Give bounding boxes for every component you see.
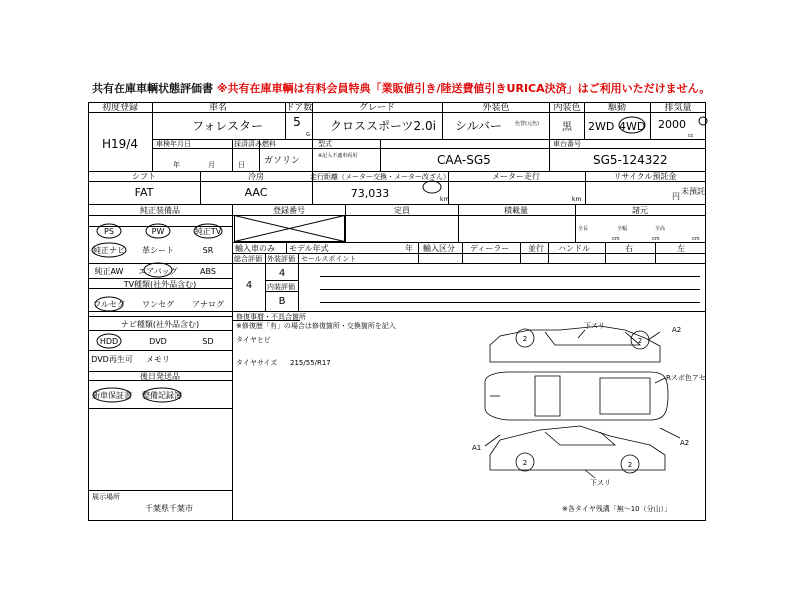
note-a2-top: A2 (672, 326, 682, 334)
displacement-value: 2000 (658, 118, 686, 131)
width-cm: cm (652, 236, 660, 242)
car-damage-diagram (485, 326, 680, 478)
note-scrape-top: 下スリ (584, 322, 605, 330)
svg-text:G: G (306, 132, 310, 138)
navi-dvd-player: DVD再生可 (91, 355, 133, 364)
navi-memory: メモリ (146, 355, 170, 364)
label-handle: ハンドル (558, 244, 590, 253)
equip-ps: PS (104, 227, 114, 236)
note-rear-spoiler: Rスポ色アセ (666, 374, 706, 382)
tv-oneseg: ワンセグ (142, 300, 174, 309)
aircon-value: AAC (244, 186, 268, 199)
label-interior-color: 内装色 (553, 103, 581, 113)
interior-score-value: B (278, 296, 286, 307)
equip-abs: ABS (200, 267, 216, 276)
recycle-deposit-value: 未預託 (681, 187, 705, 196)
label-mileage: 走行距離（メーター交換・メーター改ざん） (310, 173, 450, 181)
first-registration-value: H19/4 (102, 137, 138, 151)
label-inspection-date: 車検年月日 (156, 140, 191, 148)
title-notice: ※共有在庫車輌は有料会員特典「業販値引き/陸送費値引きURICA決済」はご利用いただけません。 (216, 82, 711, 95)
tread-note: ※各タイヤ残溝「無〜10（分山）」 (562, 505, 672, 513)
label-import-only: 輸入車のみ (235, 244, 275, 253)
equip-sunroof: SR (202, 246, 214, 255)
label-meter: メーター走行 (492, 172, 540, 181)
drive-4wd: 4WD (619, 120, 646, 133)
label-drive: 駆動 (607, 103, 627, 113)
mileage-mark-circle (423, 181, 441, 193)
label-exterior-score: 外装評価 (267, 255, 295, 263)
exterior-color-value: シルバー (455, 119, 502, 133)
label-repair-history: 修復事暦・不具合箇所 (236, 313, 306, 321)
drive-2wd: 2WD (588, 120, 615, 133)
label-capacity: 定員 (394, 206, 410, 215)
exterior-score-value: 4 (278, 268, 286, 279)
label-chassis: 車台番号 (553, 140, 581, 148)
tire-grade-fr: 2 (522, 459, 528, 467)
tire-grade-rr: 2 (627, 461, 633, 469)
label-import-type: 輸入区分 (423, 244, 455, 253)
note-scrape-bottom: 下スリ (590, 479, 611, 487)
label-location: 展示場所 (92, 493, 120, 501)
title-main: 共有在庫車輌状態評価書 (92, 82, 213, 95)
mileage-value: 73,033 (350, 187, 390, 200)
equip-pw: PW (151, 227, 165, 236)
label-exterior-color: 外装色 (482, 103, 510, 113)
label-sales-point: セールスポイント (301, 255, 357, 263)
length-cm: cm (612, 236, 620, 242)
equip-navi: 純正ナビ (93, 246, 125, 255)
meter-km-mark: km (572, 196, 582, 203)
label-model-year: モデル年式 (289, 244, 329, 253)
import-parallel: 並行 (528, 244, 544, 253)
location-value: 千葉県千葉市 (145, 504, 193, 513)
doors-value: 5 (293, 115, 301, 129)
height-cm: cm (692, 236, 700, 242)
equip-leather-seat: 革シート (142, 246, 174, 255)
fuel-value: ガソリン (264, 156, 301, 166)
navi-hdd: HDD (99, 337, 119, 346)
model-value: CAA-SG5 (437, 153, 491, 167)
label-width: 全幅 (617, 226, 628, 232)
label-equipment: 純正装備品 (140, 206, 180, 215)
year-mark: 年 (173, 161, 180, 169)
label-overall-score: 総合評価 (234, 255, 262, 263)
label-recycle-deposit: リサイクル預託金 (613, 172, 677, 181)
grade-value: クロススポーツ2.0i (330, 119, 436, 133)
tire-grade-fl: 2 (522, 335, 528, 343)
label-doors: ドア数 (285, 103, 313, 113)
month-mark: 月 (208, 161, 215, 169)
handle-right: 右 (625, 244, 633, 253)
label-tire-size: タイヤサイズ (236, 359, 278, 367)
label-navi-type: ナビ種類(社外品含む) (120, 320, 200, 329)
label-dimensions: 諸元 (632, 206, 648, 215)
label-grade: グレード (358, 103, 396, 113)
handle-left: 左 (677, 244, 685, 253)
import-dealer: ディーラー (470, 244, 510, 253)
km-mark: km (440, 196, 450, 203)
later-maintenance-record: 整備記録簿 (142, 391, 182, 400)
label-aircon: 冷房 (248, 172, 264, 181)
equip-airbag: エアバッグ (138, 267, 178, 276)
label-tv-type: TV種類(社外品含む) (123, 280, 197, 289)
note-a2-bottom: A2 (680, 439, 690, 447)
color-change-note: 色替(元色) (515, 121, 539, 127)
label-model: 型式 (318, 140, 332, 148)
later-warranty: 新車保証書 (92, 391, 132, 400)
label-registration-number: 登録番号 (273, 206, 305, 215)
car-name-value: フォレスター (192, 119, 264, 133)
overall-score-value: 4 (245, 280, 253, 291)
navi-dvd: DVD (149, 337, 167, 346)
label-later-shipment: 後日発送品 (140, 372, 180, 381)
label-car-name: 車名 (208, 103, 228, 113)
label-height: 全高 (655, 226, 666, 232)
navi-sd: SD (202, 337, 214, 346)
label-interior-score: 内装評価 (267, 283, 295, 291)
model-year-mark: 年 (405, 244, 413, 253)
label-first-registration: 初度登録 (101, 103, 139, 113)
chassis-value: SG5-124322 (593, 153, 668, 167)
model-note: ※記入不適車両用 (318, 153, 358, 159)
tv-analog: アナログ (192, 300, 224, 309)
svg-text:cc: cc (688, 133, 694, 139)
equip-alloy-wheel: 純正AW (94, 267, 124, 276)
label-load: 積載量 (504, 206, 528, 215)
yen-mark: 円 (672, 192, 680, 201)
equip-tv: 純正TV (194, 227, 222, 236)
tv-fullseg: フルセグ (93, 300, 125, 309)
note-a1: A1 (472, 444, 482, 452)
day-mark: 日 (238, 161, 245, 169)
label-fuel: 燃料 (262, 140, 276, 148)
tire-size-value: 215/55/R17 (290, 359, 331, 367)
label-shift: シフト (132, 172, 156, 181)
label-recycle-done: 採済済み (234, 140, 262, 148)
label-tire-crack: タイヤヒビ (236, 336, 271, 344)
repair-note: ※修復歴「有」の場合は修復箇所・交換箇所を記入 (236, 322, 396, 330)
label-length: 全長 (578, 226, 589, 232)
shift-value: FAT (134, 186, 154, 199)
label-displacement: 排気量 (664, 103, 692, 113)
tire-grade-rl: 2 (637, 337, 643, 345)
interior-color-value: 黒 (562, 122, 572, 133)
